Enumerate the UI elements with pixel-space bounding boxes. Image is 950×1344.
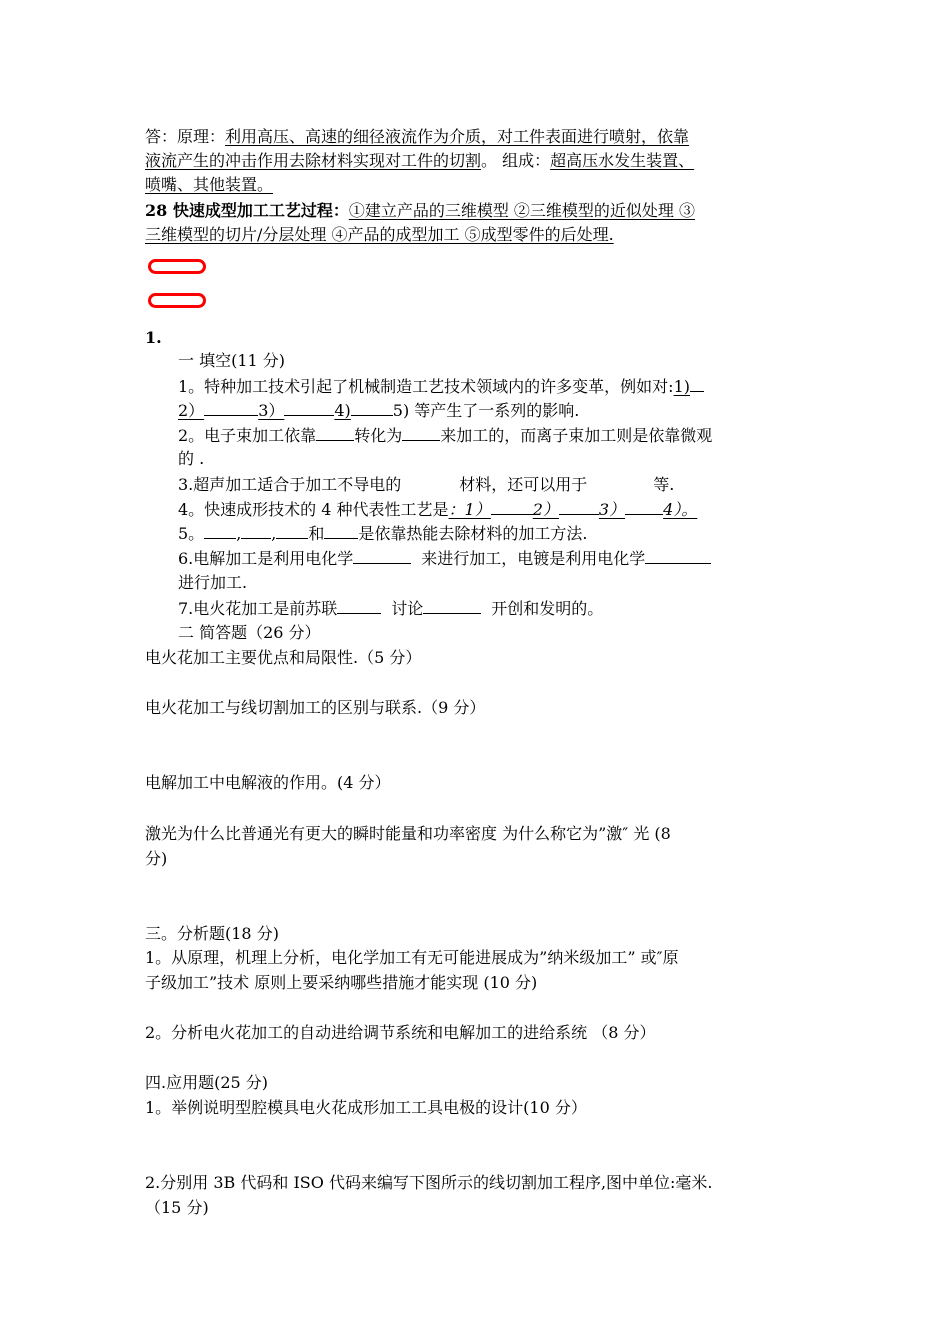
blank xyxy=(645,547,711,564)
blank xyxy=(276,522,308,539)
q28-line-2: 三维模型的切片/分层处理 ④产品的成型加工 ⑤成型零件的后处理. xyxy=(145,225,614,244)
s1-q5-comma-1: , xyxy=(236,524,242,543)
answer-composition-label: 。 组成： xyxy=(481,151,551,170)
s1-q1-line-1 xyxy=(178,375,704,398)
blank xyxy=(625,498,663,515)
s1-q3-text-a: 3.超声加工适合于加工不导电的 xyxy=(178,475,402,494)
s1-q3 xyxy=(178,474,674,496)
s1-q1-tail: 5) 等产生了一系列的影响. xyxy=(392,401,580,420)
s1-q7-text-b: 讨论 xyxy=(391,599,424,618)
blank xyxy=(324,522,358,539)
blank xyxy=(316,424,354,441)
s1-q1-blank-4: 4) xyxy=(334,401,351,420)
s1-q6-text-a: 6.电解加工是利用电化学 xyxy=(178,549,354,568)
s1-q4 xyxy=(178,498,697,521)
s1-q2-line-2: 的 . xyxy=(178,449,205,468)
s3-q1-line-1: 1。从原理，机理上分析，电化学加工有无可能进展成为”纳米级加工” 或″原 xyxy=(145,948,679,967)
s1-q1-line-2 xyxy=(178,399,579,422)
s1-q5-text: 是依靠热能去除材料的加工方法. xyxy=(358,524,588,543)
answer-composition: 超高压水发生装置、 xyxy=(550,151,695,170)
red-mark-top xyxy=(148,259,206,274)
s1-q1-text: 1。特种加工技术引起了机械制造工艺技术领域内的许多变革，例如对: xyxy=(178,377,674,396)
s1-q4-text: 4。快速成形技术的 4 种代表性工艺是 xyxy=(178,500,449,519)
blank xyxy=(423,597,481,614)
answer-line-1 xyxy=(145,126,689,148)
s1-q3-text-b: 材料，还可以用于 xyxy=(459,475,588,494)
s1-q2-line-1 xyxy=(178,424,712,447)
section4-title: 四.应用题(25 分) xyxy=(145,1073,269,1092)
s2-q4-line-2: 分) xyxy=(145,849,168,868)
s1-q7-text-c: 开创和发明的。 xyxy=(491,599,604,618)
blank xyxy=(204,399,258,416)
s1-q5-num: 5。 xyxy=(178,524,205,543)
red-mark-bottom xyxy=(148,293,206,308)
s2-q4-line-1: 激光为什么比普通光有更大的瞬时能量和功率密度 为什么称它为”激″ 光 (8 xyxy=(145,824,671,843)
blank xyxy=(402,424,440,441)
blank xyxy=(337,597,381,614)
blank xyxy=(241,522,271,539)
s3-q2: 2。分析电火花加工的自动进给调节系统和电解加工的进给系统 （8 分） xyxy=(145,1023,656,1042)
answer-line-2 xyxy=(145,150,694,172)
s1-q7 xyxy=(178,597,603,620)
s1-q4-blank-3: 3） xyxy=(598,500,626,519)
s2-q3: 电解加工中电解液的作用。(4 分） xyxy=(145,773,391,792)
s1-q6-line-2: 进行加工. xyxy=(178,573,248,592)
s4-q2-line-2: （15 分) xyxy=(145,1198,209,1217)
section2-title: 二 简答题（26 分） xyxy=(178,623,321,642)
s1-q2-text-c: 来加工的，而离子束加工则是依靠微观 xyxy=(440,426,713,445)
blank xyxy=(353,547,411,564)
s3-q1-line-2: 子级加工”技术 原则上要采纳哪些措施才能实现 (10 分) xyxy=(145,973,538,992)
blank xyxy=(559,498,599,515)
s1-q3-text-c: 等. xyxy=(653,475,675,494)
s1-q6-text-b: 来进行加工，电镀是利用电化学 xyxy=(421,549,646,568)
q28-steps: ①建立产品的三维模型 ②三维模型的近似处理 ③ xyxy=(348,201,696,220)
s4-q1: 1。举例说明型腔模具电火花成形加工工具电极的设计(10 分） xyxy=(145,1098,587,1117)
s1-q6-line-1 xyxy=(178,547,711,570)
s1-q4-blank-2: 2） xyxy=(532,500,559,519)
section1-title: 一 填空(11 分) xyxy=(178,351,286,370)
blank xyxy=(204,522,236,539)
blank xyxy=(690,375,704,392)
section3-title: 三。分析题(18 分) xyxy=(145,924,279,943)
s1-q1-blank-2: 2） xyxy=(178,401,205,420)
blank xyxy=(351,399,393,416)
s1-q2-text-b: 转化为 xyxy=(354,426,403,445)
s1-q5-comma-2: , xyxy=(271,524,277,543)
q28-label: 28 快速成型加工工艺过程： xyxy=(145,201,349,220)
answer-principle: 利用高压、高速的细径液流作为介质，对工件表面进行喷射，依靠 xyxy=(225,127,690,146)
answer-line-3: 喷嘴、其他装置。 xyxy=(145,175,274,194)
number-one: 1. xyxy=(145,328,162,347)
s1-q5 xyxy=(178,522,587,545)
answer-label: 答：原理： xyxy=(145,127,226,146)
blank xyxy=(491,498,533,515)
s1-q4-blank-1: ：1） xyxy=(448,500,491,519)
s2-q2: 电火花加工与线切割加工的区别与联系.（9 分） xyxy=(145,698,486,717)
blank xyxy=(284,399,334,416)
s2-q1: 电火花加工主要优点和局限性.（5 分） xyxy=(145,648,422,667)
s1-q1-blank-3: 3） xyxy=(258,401,285,420)
s1-q5-and: 和 xyxy=(308,524,325,543)
q28-line-1 xyxy=(145,200,695,222)
s4-q2-line-1: 2.分别用 3B 代码和 ISO 代码来编写下图所示的线切割加工程序,图中单位:毫米. xyxy=(145,1173,713,1192)
s1-q1-blank-1: 1) xyxy=(673,377,690,396)
s1-q7-text-a: 7.电火花加工是前苏联 xyxy=(178,599,338,618)
s1-q4-blank-4: 4）。 xyxy=(663,500,698,519)
answer-principle-cont: 液流产生的冲击作用去除材料实现对工件的切割 xyxy=(145,151,482,170)
s1-q2-text-a: 2。电子束加工依靠 xyxy=(178,426,317,445)
